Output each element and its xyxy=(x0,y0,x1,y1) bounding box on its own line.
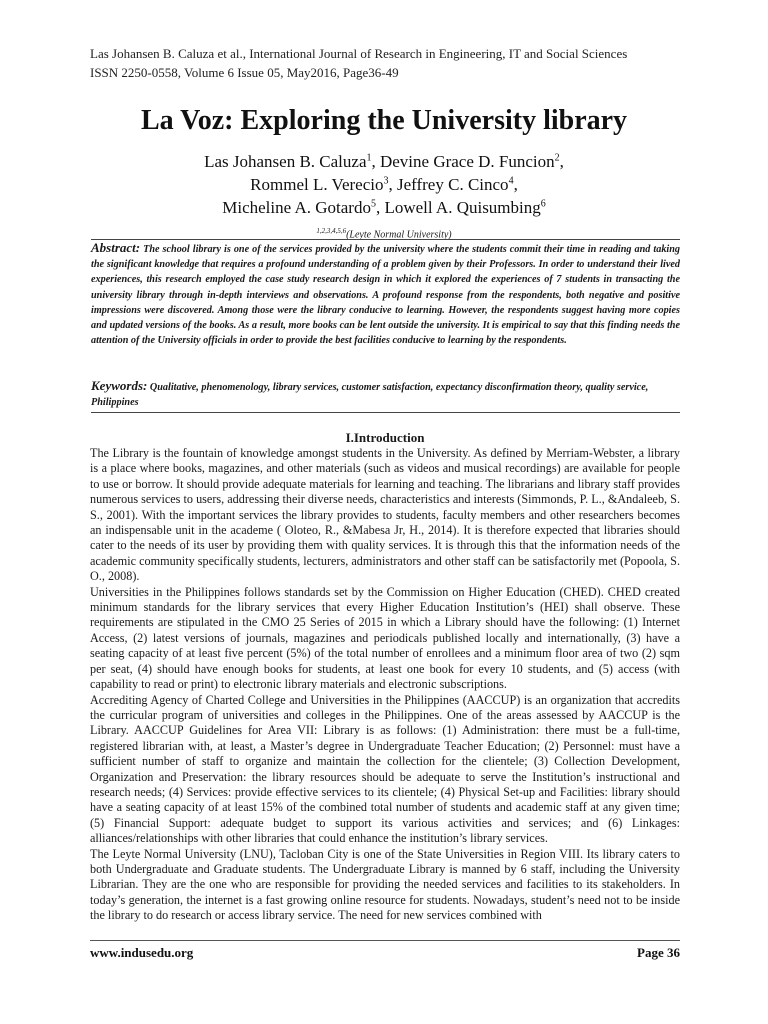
author-name: Micheline A. Gotardo xyxy=(222,198,371,217)
header-citation: Las Johansen B. Caluza et al., International Journal of Research in Engineering, IT and Social Sciences xyxy=(90,46,628,61)
separator: , xyxy=(559,152,564,171)
author-line-1 xyxy=(60,150,708,173)
section-heading: I.Introduction xyxy=(345,430,425,445)
paragraph: The Leyte Normal University (LNU), Tacloban City is one of the State Universities in Region VIII. Its library caters to both Undergraduate and Graduate students. The Undergraduate Library is manned by 6 staff, including the University Librarian. They are the one who are responsible for providing the needed services and facilities to its stakeholders. In today’s generation, the internet is a fast growing online resource for students. Nowadays, student’s need not to be inside the library to do research or access library service. The need for new services combined with xyxy=(90,846,680,923)
author-line-2 xyxy=(60,173,708,196)
running-header xyxy=(90,44,690,82)
abstract-label: Abstract: xyxy=(91,240,141,255)
author-affil-mark: 4 xyxy=(508,175,514,187)
affiliation-marks: 1,2,3,4,5,6 xyxy=(316,227,347,235)
keywords xyxy=(91,378,680,413)
page-number: Page 36 xyxy=(637,945,680,960)
author-name: , Lowell A. Quisumbing xyxy=(375,198,541,217)
author-name: Las Johansen B. Caluza xyxy=(204,152,367,171)
author-affil-mark: 1 xyxy=(366,152,372,164)
author-name: Rommel L. Verecio xyxy=(250,175,384,194)
paragraph: Universities in the Philippines follows standards set by the Commission on Higher Education (CHED). CHED created minimum standards for the library services that every Higher Education Institution’s (HEI) shall observe. These requirements are stipulated in the CMO 25 Series of 2015 in which a Library should have the following: (1) Internet Access, (2) latest versions of journals, magazines and periodicals published locally and internationally, (3) have a seating capacity of at least five percent (5%) of the total number of enrollees and a minimum floor area of two (2) sqm per seat, (4) should have enough books for students, at least one book for every 10 students, and (5) access (with capability to read or print) to electronic library materials and electronic subscriptions. xyxy=(90,584,680,692)
author-affil-mark: 6 xyxy=(540,198,546,210)
affiliation-name: (Leyte Normal University) xyxy=(346,229,452,241)
author-affil-mark: 3 xyxy=(383,175,389,187)
author-name: , Devine Grace D. Funcion xyxy=(371,152,555,171)
abstract xyxy=(91,239,680,348)
footer-divider xyxy=(90,940,680,941)
separator: , xyxy=(513,175,518,194)
header-issn: ISSN 2250-0558, Volume 6 Issue 05, May2016, Page36-49 xyxy=(90,65,399,80)
author-list xyxy=(60,150,708,219)
paragraph: The Library is the fountain of knowledge amongst students in the University. As defined by Merriam-Webster, a library is a place where books, magazines, and other materials (such as videos and musical recordings) are available for people to use or borrow. It should provide adequate materials for learning and teaching. The librarians and library staff provides numerous services to users, addressing their diverse needs, characteristics and interests (Simmonds, P. L., &Andaleeb, S. S., 2001). With the important services the library provides to students, faculty members and other researchers becomes an indispensable unit in the academe ( Oloteo, R., &Mabesa Jr, H., 2014). It is therefore expected that libraries should cater to the needs of its user by providing them with quality services. It is through this that the information needs of the academic community specifically students, lecturers, administrators and other staff can be satisfactorily met (Popoola, S. O., 2008). xyxy=(90,446,680,584)
author-affil-mark: 5 xyxy=(370,198,376,210)
author-affil-mark: 2 xyxy=(554,152,560,164)
footer-website-link[interactable]: www.indusedu.org xyxy=(90,945,194,960)
author-line-3 xyxy=(60,196,708,219)
abstract-text: The school library is one of the services provided by the university where the students commit their time in reading and taking the significant knowledge that requires a profound understanding of a problem given by their Professors. In order to understand their lived experiences, this research employed the case study research design in which it explored the experiences of 7 students in transacting the university library through in-depth interviews and observations. A profound response from the respondents, both negative and positive impressions were discovered. Among those were the library conducive to learning. However, the respondents suggest having more copies and updated versions of the books. As a result, more books can be lent outside the university. It is empirical to say that this finding needs the attention of the University officials in order to provide the best facilities conducive to learning by the respondents. xyxy=(91,244,680,347)
author-name: , Jeffrey C. Cinco xyxy=(388,175,509,194)
keywords-text: Qualitative, phenomenology, library services, customer satisfaction, expectancy disconfirmation theory, quality service, Philippines xyxy=(91,382,649,409)
paper-title: La Voz: Exploring the University library xyxy=(140,105,628,136)
paragraph: Accrediting Agency of Charted College and Universities in the Philippines (AACCUP) is an organization that accredits the curricular program of universities and colleges in the Philippines. One of the areas assessed by AACCUP is the Library. AACCUP Guidelines for Area VII: Library is as follows: (1) Administration: there must be a full-time, registered librarian with, at least, a Master’s degree in Undergraduate Teacher Education; (2) Personnel: must have a sufficient number of staff to organize and maintain the collection for the clientele; (3) Collection Development, Organization and Preservation: the library resources should be adequate to serve the Institution’s instructional and research needs; (4) Services: provide effective services to its clientele; (4) Physical Set-up and Facilities: library should have a seating capacity of at least 15% of the combined total number of students and academic staff at any given time; (5) Financial Support: adequate budget to support its various activities and services; and (6) Linkages: alliances/relationships with other libraries that could enhance the institution’s library services. xyxy=(90,692,680,846)
keywords-label: Keywords: xyxy=(91,378,148,393)
body-text xyxy=(90,446,680,924)
